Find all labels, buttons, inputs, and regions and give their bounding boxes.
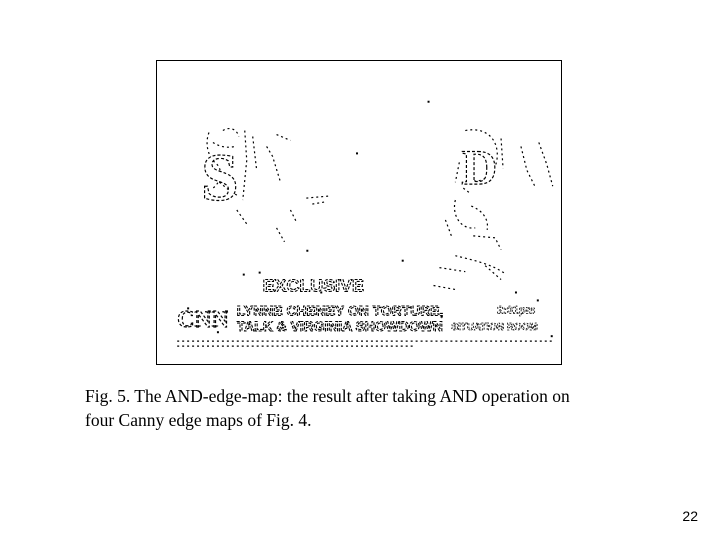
page-number: 22 — [682, 508, 698, 524]
ticker-edges — [177, 341, 555, 346]
overlay-line-1: LYNNE CHENEY ON TORTURE, — [236, 302, 444, 319]
headline-edge-text: EXCLUSIVE — [262, 275, 364, 296]
network-logo-edges: CNN — [177, 307, 229, 334]
edge-map-figure — [156, 60, 562, 365]
bg-letters-right: D — [461, 140, 498, 196]
figure-caption — [85, 384, 675, 432]
caption-line-2: four Canny edge maps of Fig. 4. — [85, 410, 312, 430]
bg-letters-left: S — [201, 140, 239, 216]
caption-line-1: Fig. 5. The AND-edge-map: the result after taking AND operation on — [85, 386, 570, 406]
show-name-edge-text: SITUATION ROOM — [451, 322, 538, 334]
overlay-line-2: TALK & VIRGINIA SHOWDOWN — [236, 318, 443, 335]
clock-edge-text: 2:01pm — [497, 304, 536, 317]
edge-map-image — [157, 61, 561, 364]
